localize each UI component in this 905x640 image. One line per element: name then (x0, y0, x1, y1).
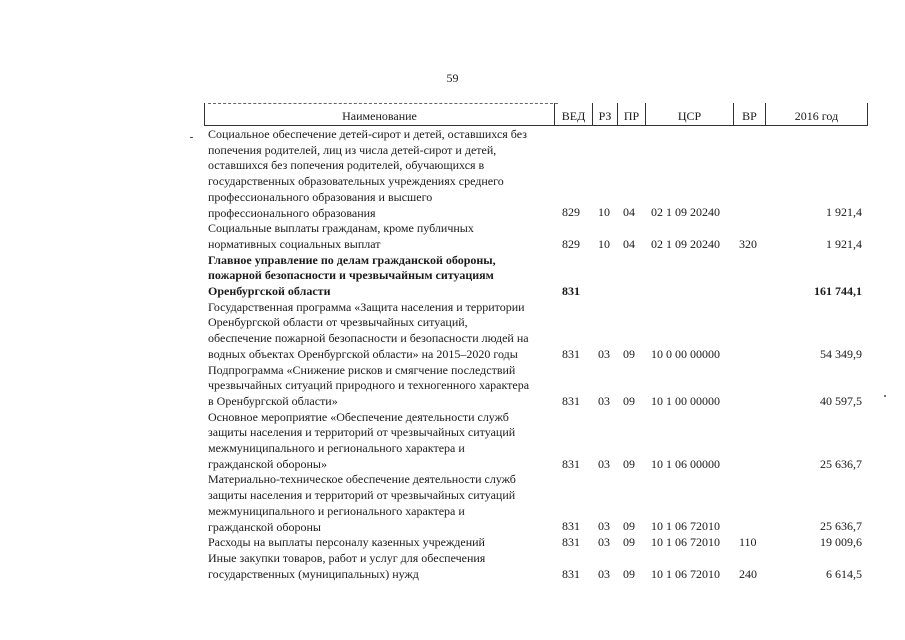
row-ved: 831 (562, 535, 580, 550)
header-rz: РЗ (592, 103, 617, 125)
table-row (0, 127, 905, 221)
row-rz: 03 (598, 456, 610, 471)
row-csr: 10 1 06 72010 (651, 535, 720, 550)
row-name: Социальные выплаты гражданам, кроме публичных нормативных социальных выплат (208, 221, 474, 251)
row-rz: 03 (598, 566, 610, 581)
table-row (0, 535, 905, 551)
table-header (204, 103, 868, 126)
table-row (0, 363, 905, 410)
row-pr: 04 (623, 205, 635, 220)
row-pr: 04 (623, 236, 635, 251)
row-name: Материально-техническое обеспечение деятельности служб защиты населения и территорий от чрезвычайных ситуаций межмуниципального и регионального характера и гражданской обороны (208, 472, 516, 534)
header-name: Наименование (204, 103, 554, 125)
row-pr: 09 (623, 566, 635, 581)
header-csr: ЦСР (645, 103, 733, 125)
row-name: Государственная программа «Защита населения и территории Оренбургской области от чрезвычайных ситуаций, обеспечение пожарной безопасности и безопасности людей на водных объектах Оренбургской области» на 2015–2020 годы (208, 299, 529, 361)
row-pr: 09 (623, 393, 635, 408)
scan-speck (190, 137, 193, 138)
row-csr: 10 1 06 72010 (651, 566, 720, 581)
row-sum: 25 636,7 (820, 456, 862, 471)
row-csr: 02 1 09 20240 (651, 236, 720, 251)
header-year: 2016 год (765, 103, 868, 125)
row-ved: 831 (562, 519, 580, 534)
row-vr: 240 (739, 566, 757, 581)
row-ved: 831 (562, 346, 580, 361)
row-pr: 09 (623, 535, 635, 550)
row-sum: 25 636,7 (820, 519, 862, 534)
row-sum: 161 744,1 (814, 283, 862, 298)
table-row (0, 551, 905, 582)
row-name: Расходы на выплаты персоналу казенных учреждений (208, 535, 485, 550)
row-ved: 829 (562, 236, 580, 251)
row-rz: 10 (598, 205, 610, 220)
table-row (0, 300, 905, 363)
table-row (0, 253, 905, 300)
row-name: Подпрограмма «Снижение рисков и смягчение последствий чрезвычайных ситуаций природного и техногенного характера в Оренбургской области» (208, 362, 530, 408)
row-vr: 320 (739, 236, 757, 251)
scan-speck (884, 395, 886, 397)
header-pr: ПР (617, 103, 645, 125)
row-name: Главное управление по делам гражданской обороны, пожарной безопасности и чрезвычайным ситуациям Оренбургской области (208, 252, 496, 298)
row-ved: 829 (562, 205, 580, 220)
row-csr: 10 1 06 72010 (651, 519, 720, 534)
row-rz: 03 (598, 346, 610, 361)
row-vr: 110 (739, 535, 757, 550)
row-csr: 02 1 09 20240 (651, 205, 720, 220)
row-sum: 40 597,5 (820, 393, 862, 408)
row-sum: 6 614,5 (826, 566, 862, 581)
row-ved: 831 (562, 456, 580, 471)
row-rz: 03 (598, 393, 610, 408)
row-name: Социальное обеспечение детей-сирот и детей, оставшихся без попечения родителей, лиц из числа детей-сирот и детей, оставшихся без попечения родителей, обучающихся в государственных образовательных учреждениях среднего профессионального образования и высшего профессионального образования (208, 127, 527, 220)
table-row (0, 221, 905, 252)
row-ved: 831 (562, 566, 580, 581)
row-rz: 03 (598, 535, 610, 550)
row-csr: 10 1 00 00000 (651, 393, 720, 408)
row-rz: 10 (598, 236, 610, 251)
row-rz: 03 (598, 519, 610, 534)
row-ved: 831 (562, 393, 580, 408)
header-ved: ВЕД (554, 103, 592, 125)
row-ved: 831 (562, 283, 580, 298)
row-sum: 19 009,6 (820, 535, 862, 550)
row-name: Иные закупки товаров, работ и услуг для обеспечения государственных (муниципальных) нужд (208, 550, 486, 581)
table-row (0, 472, 905, 535)
row-sum: 54 349,9 (820, 346, 862, 361)
row-pr: 09 (623, 346, 635, 361)
table-row (0, 410, 905, 473)
page-number: 59 (446, 71, 459, 85)
row-sum: 1 921,4 (826, 236, 862, 251)
row-sum: 1 921,4 (826, 205, 862, 220)
row-pr: 09 (623, 456, 635, 471)
row-name: Основное мероприятие «Обеспечение деятельности служб защиты населения и территорий от чрезвычайных ситуаций межмуниципального и регионального характера и гражданской обороны» (208, 409, 516, 471)
row-pr: 09 (623, 519, 635, 534)
row-csr: 10 1 06 00000 (651, 456, 720, 471)
header-vr: ВР (733, 103, 765, 125)
row-csr: 10 0 00 00000 (651, 346, 720, 361)
